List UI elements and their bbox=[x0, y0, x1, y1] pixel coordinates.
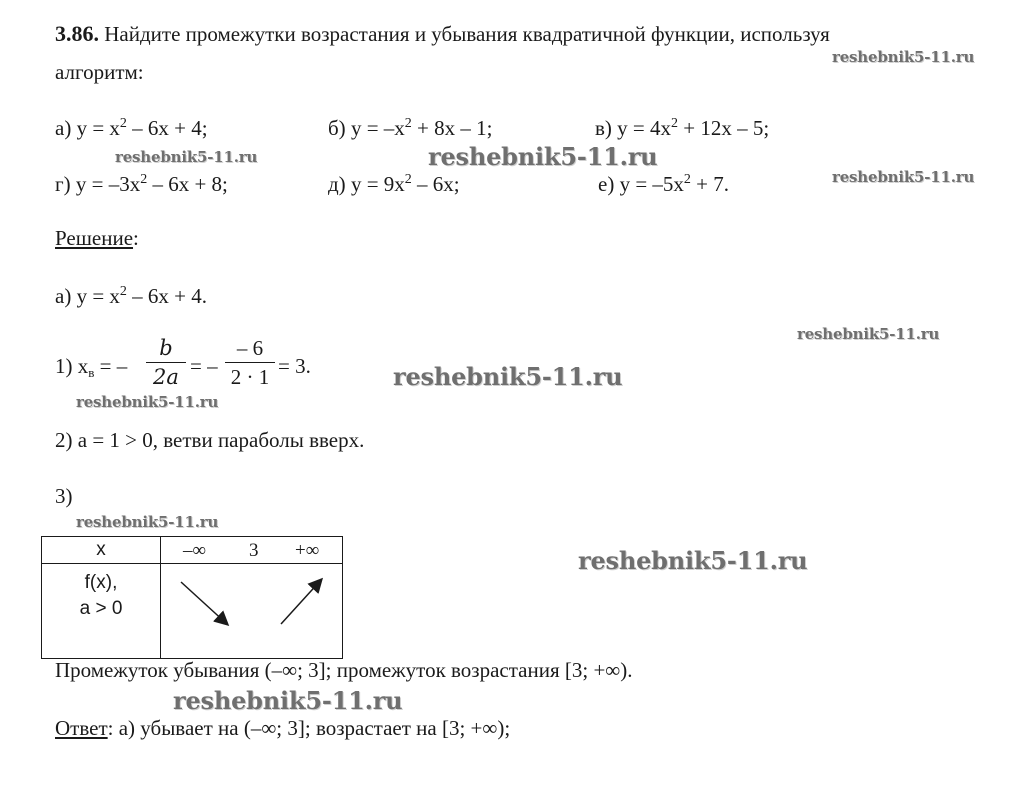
table-header-fx: f(x), a > 0 bbox=[42, 564, 161, 659]
fraction-2-bar bbox=[225, 362, 275, 363]
table-arrows-cell bbox=[161, 564, 343, 659]
vertex-value: 3 bbox=[249, 540, 259, 561]
watermark: reshebnik5-11.ru bbox=[578, 546, 808, 575]
watermark: reshebnik5-11.ru bbox=[393, 362, 623, 391]
answer-line bbox=[55, 716, 510, 740]
table-row bbox=[42, 537, 343, 564]
problem-statement bbox=[55, 22, 830, 46]
step2: 2) а = 1 > 0, ветви параболы вверх. bbox=[55, 428, 365, 452]
watermark: reshebnik5-11.ru bbox=[115, 148, 258, 166]
item-c: в) $у = 4х^2 + 12х - 5$; bbox=[595, 116, 770, 140]
step1-eq2: = – bbox=[190, 354, 218, 378]
problem-text-line2: алгоритм: bbox=[55, 60, 144, 84]
monotonicity-table bbox=[41, 536, 343, 659]
step1-result: = 3. bbox=[278, 354, 311, 378]
problem-text-line1: Найдите промежутки возрастания и убывания квадратичной функции, используя bbox=[99, 22, 830, 46]
fraction-1-numerator: b bbox=[159, 336, 173, 360]
table-header-x: x bbox=[42, 537, 161, 564]
neg-infinity: –∞ bbox=[183, 540, 207, 561]
problem-number: 3.86. bbox=[55, 21, 99, 46]
watermark: reshebnik5-11.ru bbox=[173, 686, 403, 715]
intervals-line: Промежуток убывания (–∞; 3]; промежуток возрастания [3; +∞). bbox=[55, 658, 633, 682]
item-e: д) $у = 9х^2 - 6х$; bbox=[328, 172, 460, 196]
item-a: а) $у = х^2 - 6х + 4$; bbox=[55, 116, 208, 140]
answer-text: : а) убывает на (–∞; 3]; возрастает на [3; +∞); bbox=[107, 716, 511, 740]
solution-heading: Решение: bbox=[55, 226, 139, 250]
pos-infinity: +∞ bbox=[295, 540, 320, 561]
item-b: б) $у = -х^2 + 8х - 1$; bbox=[328, 116, 493, 140]
fraction-2-numerator: – 6 bbox=[236, 336, 264, 360]
step3-label: 3) bbox=[55, 484, 73, 508]
watermark: reshebnik5-11.ru bbox=[832, 48, 975, 66]
table-x-values bbox=[161, 537, 343, 564]
step1-label: 1) хв = – bbox=[55, 354, 128, 380]
fraction-neg6-over-2x1 bbox=[225, 336, 275, 389]
decreasing-arrow-icon bbox=[181, 582, 227, 624]
watermark: reshebnik5-11.ru bbox=[797, 325, 940, 343]
watermark: reshebnik5-11.ru bbox=[76, 513, 219, 531]
watermark: reshebnik5-11.ru bbox=[76, 393, 219, 411]
monotonicity-arrows bbox=[161, 564, 342, 652]
increasing-arrow-icon bbox=[281, 580, 321, 624]
fraction-b-over-2a bbox=[146, 336, 186, 389]
answer-label: Ответ bbox=[55, 716, 108, 740]
watermark: reshebnik5-11.ru bbox=[832, 168, 975, 186]
fraction-1-bar bbox=[146, 362, 186, 363]
item-f: е) $у = -5х^2 + 7$. bbox=[598, 172, 730, 196]
solution-part-a: а) $у = х^2 - 6х + 4$. bbox=[55, 284, 208, 308]
fraction-1-denominator: 2a bbox=[153, 365, 179, 389]
item-d: г) $у = -3х^2 - 6х + 8$; bbox=[55, 172, 228, 196]
table-row bbox=[42, 564, 343, 659]
watermark: reshebnik5-11.ru bbox=[428, 142, 658, 171]
fraction-2-denominator: 2 · 1 bbox=[230, 365, 270, 389]
